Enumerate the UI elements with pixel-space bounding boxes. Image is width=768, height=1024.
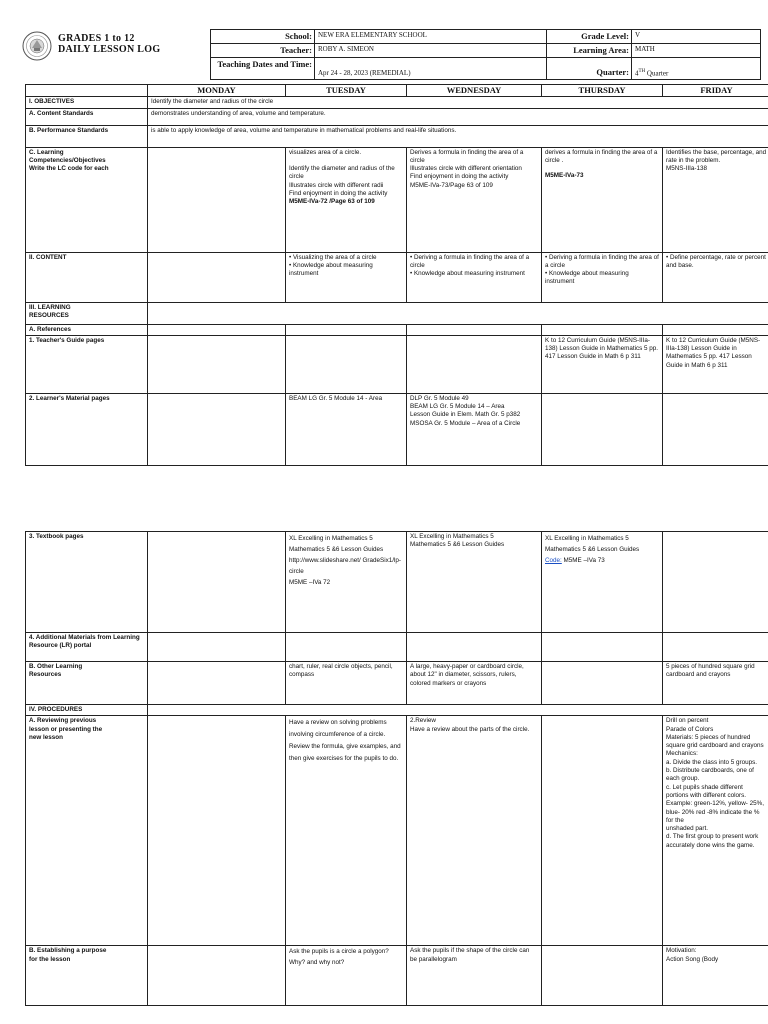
grade-value: V — [632, 30, 761, 44]
reviewing-label: A. Reviewing previous lesson or presenting the new lesson — [26, 716, 148, 946]
textbook-wednesday: XL Excelling in Mathematics 5 Mathematics 5 &6 Lesson Guides — [407, 532, 542, 633]
deped-seal — [22, 31, 52, 61]
cell-blank — [286, 335, 407, 393]
competencies-wednesday: Derives a formula in finding the area of a circle Illustrates circle with different orientation Find enjoyment in doing the activity M5ME-IVa-73/Page 63 of 109 — [407, 147, 542, 252]
references-label: A. References — [26, 324, 148, 335]
textbook-tuesday: XL Excelling in Mathematics 5 Mathematics 5 &6 Lesson Guides http://www.slideshare.net/ GradeSix1/lp-circle M5ME –IVa 72 — [286, 532, 407, 633]
learners-material-wednesday: DLP Gr. 5 Module 49 BEAM LG Gr. 5 Module 14 – Area Lesson Guide in Elem. Math Gr. 5 p382 MSOSA Gr. 5 Module – Area of a Circle — [407, 393, 542, 465]
procedures-label: IV. PROCEDURES — [26, 705, 148, 716]
cell-blank — [286, 324, 407, 335]
content-monday — [148, 252, 286, 302]
content-label: II. CONTENT — [26, 252, 148, 302]
competencies-tuesday: visualizes area of a circle. Identify the diameter and radius of the circle Illustrates circle with different radii Find enjoyment in doing the activity M5ME-IVa-72 /Page 63 of 109 — [286, 147, 407, 252]
other-resources-label: B. Other Learning Resources — [26, 662, 148, 705]
cell-blank — [148, 335, 286, 393]
grade-label: Grade Level: — [547, 30, 632, 44]
content-thursday: • Deriving a formula in finding the area of a circle • Knowledge about measuring instrument — [542, 252, 663, 302]
area-value: MATH — [632, 44, 761, 58]
lesson-table-page1 — [25, 84, 768, 466]
other-resources-friday: 5 pieces of hundred square grid cardboard and crayons — [663, 662, 768, 705]
textbook-label: 3. Textbook pages — [26, 532, 148, 633]
teachers-guide-friday: K to 12 Curriculum Guide (M5NS-IIIa-138) Lesson Guide in Mathematics 5 pp. 417 Lesson Guide in Math 6 p 311 — [663, 335, 768, 393]
teacher-label: Teacher: — [211, 44, 315, 58]
purpose-tuesday: Ask the pupils is a circle a polygon? Why? and why not? — [286, 946, 407, 1006]
learners-material-tuesday: BEAM LG Gr. 5 Module 14 - Area — [286, 393, 407, 465]
performance-standards-label: B. Performance Standards — [26, 125, 148, 147]
lesson-table-page2 — [25, 531, 768, 1006]
cell-blank — [148, 393, 286, 465]
doc-title: GRADES 1 to 12 DAILY LESSON LOG — [58, 33, 161, 55]
competencies-friday: Identifies the base, percentage, and rate in the problem. M5NS-IIIa-138 — [663, 147, 768, 252]
day-friday: FRIDAY — [663, 85, 768, 97]
day-tuesday: TUESDAY — [286, 85, 407, 97]
learning-resources-blank — [148, 302, 768, 324]
purpose-label: B. Establishing a purpose for the lesson — [26, 946, 148, 1006]
cell-blank — [542, 324, 663, 335]
quarter-value: 4TH Quarter — [632, 58, 761, 80]
cell-blank — [148, 946, 286, 1006]
other-resources-tuesday: chart, ruler, real circle objects, pencil, compass — [286, 662, 407, 705]
content-wednesday: • Deriving a formula in finding the area of a circle • Knowledge about measuring instrument — [407, 252, 542, 302]
cell-blank — [407, 335, 542, 393]
cell-blank — [542, 393, 663, 465]
content-standards-label: A. Content Standards — [26, 108, 148, 125]
day-wednesday: WEDNESDAY — [407, 85, 542, 97]
cell-blank — [148, 716, 286, 946]
textbook-thursday: XL Excelling in Mathematics 5 Mathematics 5 &6 Lesson Guides Code: M5ME –IVa 73 — [542, 532, 663, 633]
objectives-label: I. OBJECTIVES — [26, 97, 148, 108]
competencies-label: C. Learning Competencies/Objectives Write the LC code for each — [26, 147, 148, 252]
school-value: NEW ERA ELEMENTARY SCHOOL — [315, 30, 547, 44]
cell-blank — [663, 324, 768, 335]
content-tuesday: • Visualizing the area of a circle • Knowledge about measuring instrument — [286, 252, 407, 302]
content-standards-text: demonstrates understanding of area, volume and temperature. — [148, 108, 768, 125]
competencies-monday — [148, 147, 286, 252]
teacher-value: ROBY A. SIMEON — [315, 44, 547, 58]
cell-blank — [542, 662, 663, 705]
learners-material-label: 2. Learner's Material pages — [26, 393, 148, 465]
days-corner — [26, 85, 148, 97]
school-label: School: — [211, 30, 315, 44]
cell-blank — [148, 633, 286, 662]
area-label: Learning Area: — [547, 44, 632, 58]
objectives-text: Identify the diameter and radius of the circle — [148, 97, 768, 108]
cell-blank — [542, 633, 663, 662]
cell-blank — [286, 633, 407, 662]
cell-blank — [148, 532, 286, 633]
code-link[interactable]: Code: — [545, 557, 562, 565]
dates-value: Apr 24 - 28, 2023 (REMEDIAL) — [315, 58, 547, 80]
cell-blank — [663, 633, 768, 662]
purpose-wednesday: Ask the pupils if the shape of the circle can be parallelogram — [407, 946, 542, 1006]
reviewing-wednesday: 2.Review Have a review about the parts of the circle. — [407, 716, 542, 946]
teachers-guide-thursday: K to 12 Curriculum Guide (M5NS-IIIa-138) Lesson Guide in Mathematics 5 pp. 417 Lesson Guide in Math 6 p 311 — [542, 335, 663, 393]
performance-standards-text: is able to apply knowledge of area, volume and temperature in mathematical problems and real-life situations. — [148, 125, 768, 147]
content-friday: • Define percentage, rate or percent and base. — [663, 252, 768, 302]
procedures-blank — [148, 705, 768, 716]
cell-blank — [663, 532, 768, 633]
cell-blank — [148, 324, 286, 335]
additional-materials-label: 4. Additional Materials from Learning Resource (LR) portal — [26, 633, 148, 662]
other-resources-wednesday: A large, heavy-paper or cardboard circle, about 12" in diameter, scissors, rulers, colored markers or crayons — [407, 662, 542, 705]
dates-label: Teaching Dates and Time: — [211, 58, 315, 80]
day-monday: MONDAY — [148, 85, 286, 97]
quarter-label: Quarter: — [547, 58, 632, 80]
learning-resources-label: III. LEARNING RESOURCES — [26, 302, 148, 324]
cell-blank — [148, 662, 286, 705]
reviewing-tuesday: Have a review on solving problems involving circumference of a circle. Review the formula, give examples, and then give exercises for the pupils to do. — [286, 716, 407, 946]
cell-blank — [663, 393, 768, 465]
reviewing-friday: Drill on percent Parade of Colors Materials: 5 pieces of hundred square grid cardboard and crayons Mechanics: a. Divide the class into 5 groups. b. Distribute cardboards, one of each group. c. Let pupils shade different portions with different colors. Example: green-12%, yellow- 25%, blue- 20% red -8% indicate the % for the unshaded part. d. The first group to present work accurately done wins the game. — [663, 716, 768, 946]
cell-blank — [542, 946, 663, 1006]
cell-blank — [407, 324, 542, 335]
header-table — [210, 29, 761, 80]
cell-blank — [407, 633, 542, 662]
cell-blank — [542, 716, 663, 946]
day-thursday: THURSDAY — [542, 85, 663, 97]
purpose-friday: Motivation: Action Song (Body — [663, 946, 768, 1006]
competencies-thursday: derives a formula in finding the area of a circle . M5ME-IVa-73 — [542, 147, 663, 252]
teachers-guide-label: 1. Teacher's Guide pages — [26, 335, 148, 393]
